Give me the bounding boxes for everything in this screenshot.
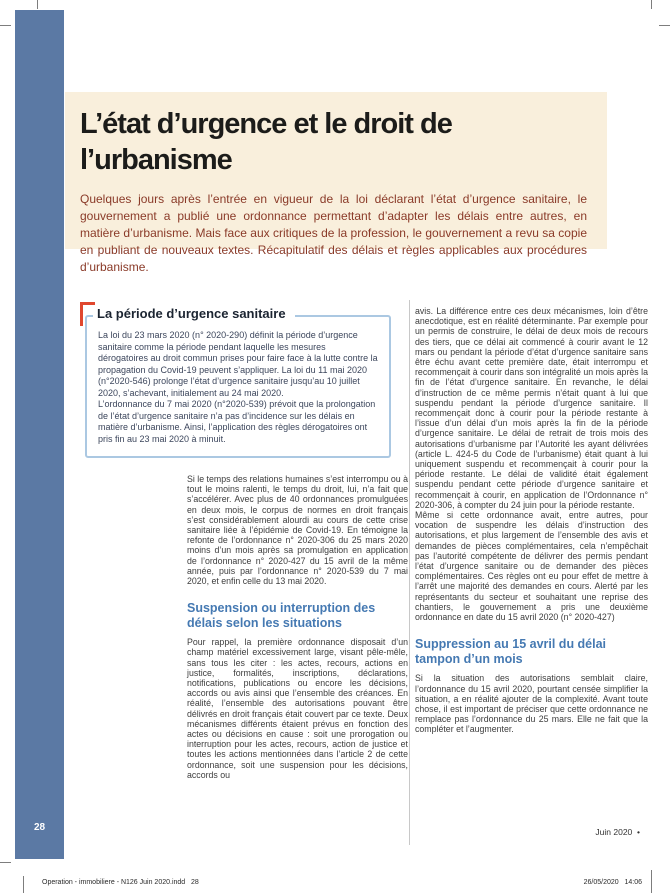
crop-mark-top-left-vertical [37, 0, 38, 9]
crop-mark-bottom-left-vertical [23, 876, 24, 893]
body-paragraph: Si la situation des autorisations semblait claire, l’ordonnance du 15 avril 2020, pourtant censée simplifier la situation, a en réalité ajouter de la complexité. Avant toute chose, il est important de préciser que cette ordonnance ne remplace pas l’ordonnance du 25 mars. Elle ne fait que la compléter et l’augmenter. [415, 673, 648, 735]
info-box-paragraph: La loi du 23 mars 2020 (n° 2020-290) définit la période d’urgence sanitaire comme la période pendant laquelle les mesures dérogatoires au droit commun prises pour faire face à la lutte contre la propagation du Covid-19 peuvent s’appliquer. La loi du 11 mai 2020 (n°2020-546) prolonge l’état d’urgence sanitaire jusqu’au 10 juillet 2020, s’achevant, initialement au 24 mai 2020. [98, 330, 378, 398]
body-paragraph: avis. La différence entre ces deux mécanismes, loin d’être anecdotique, est en réalité déterminante. Par exemple pour un permis de construire, le délai de deux mois de recours des tiers, que ce délai ait commencé à courir avant le 12 mars ou pendant la période d’état d’urgence sanitaire sans être échu avant cette première date, était interrompu et recommençait à courir dans son intégralité un mois après la fin de l’état d’urgence sanitaire. En revanche, le délai d’instruction de ce même permis n’était quant à lui que suspendu pendant la période d’urgence sanitaire. Il recommençait donc à courir pour la période restante à l’issue d’un délai d’un mois après la fin de la période d’urgence sanitaire. Le délai de retrait de trois mois des autorisations d’urbanisme par l’Autorité les ayant délivrées (article L. 424-5 du Code de l’urbanisme) était quant à lui uniquement suspendu et recommençait à courir pour la période restante. Le délai de validité était également suspendu pendant cette période d’urgence sanitaire et recommençait à courir, en application de l’Ordonnance n° 2020-306, à compter du 24 juin pour la période restante. [415, 306, 648, 510]
article-intro: Quelques jours après l’entrée en vigueur de la loi déclarant l’état d’urgence sanitaire, le gouvernement a publié une ordonnance permettant d’adapter les délais entre autres, en matière d’urbanisme. Mais face aux critiques de la profession, le gouvernement a revu sa copie en publiant de nouveaux textes. Récapitulatif des délais et règles applicables aux procédures d’urbanisme. [80, 192, 587, 274]
column-divider [409, 300, 410, 845]
section-subheading: Suspension ou interruption des délais selon les situations [187, 601, 376, 631]
crop-mark-top-left-horizontal [0, 25, 11, 26]
issue-date: Juin 2020 • [595, 827, 640, 837]
imprint-filename: Operation - immobiliere - N126 Juin 2020.indd 28 [42, 879, 199, 886]
section-subheading: Suppression au 15 avril du délai tampon d’un mois [415, 637, 607, 667]
body-paragraph: Même si cette ordonnance avait, entre autres, pour vocation de suspendre les délais d’instruction des autorisations, et plus largement de l’ensemble des avis et demandes de pièces complémentaires, cela n’empêchait pas l’autorité compétente de délivrer des permis pendant l’état d’urgence sanitaire ou de demander des pièces complémentaires. Ces règles ont eu pour effet de mettre à l’arrêt une majorité des demandes en cours. Alerté par les représentants du secteur et souhaitant une reprise des chantiers, le gouvernement a pris une deuxième ordonnance en date du 15 avril 2020 (n° 2020-427) [415, 510, 648, 623]
imprint-timestamp: 26/05/2020 14:06 [583, 879, 642, 886]
title-banner [65, 92, 607, 274]
left-column [187, 474, 408, 780]
page-number: 28 [33, 822, 46, 833]
body-paragraph: Pour rappel, la première ordonnance disposait d’un champ matériel excessivement large, visant pêle-mêle, sans tous les citer : les actes, recours, actions en justice, formalités, inscriptions, déclarations, notifications, publications ou encore les décisions, accords ou avis ainsi que l’ensemble des créances. En réalité, l’ensemble des autorisations pouvant être délivrés en droit français était couvert par ce texte. Deux mécanismes différents étaient prévus en fonction des actes ou décisions en cause : soit une prorogation ou interruption pour les actes, recours, action de justice et toutes les actions mentionnées dans l’article 2 de cette ordonnance, soit une suspension pour les décisions, accords ou [187, 637, 408, 780]
crop-mark-bottom-right-vertical [651, 870, 652, 893]
crop-mark-bottom-left-horizontal [0, 862, 11, 863]
info-box-heading: La période d’urgence sanitaire [93, 306, 295, 321]
info-box-paragraph: L’ordonnance du 7 mai 2020 (n°2020-539) prévoit que la prolongation de l’état d’urgence sanitaire n’a pas d’incidence sur les délais en matière d’urbanisme. Ainsi, l’application des règles dérogatoires ont pris fin au 23 mai 2020 à minuit. [98, 399, 376, 444]
left-accent-bar [15, 10, 64, 859]
crop-mark-top-right-vertical [651, 0, 652, 9]
info-box [85, 306, 391, 458]
article-title: L’état d’urgence et le droit de l’urbanisme [80, 108, 452, 176]
right-column [415, 306, 648, 735]
body-paragraph: Si le temps des relations humaines s’est interrompu ou à tout le moins ralenti, le temps du droit, lui, n’a fait que s’accélérer. Avec plus de 40 ordonnances promulguées en deux mois, le corpus de normes en droit français s’est considérablement alourdi au cours de cette crise sanitaire liée à l’épidémie de Covid-19. En témoigne la refonte de l’ordonnance n° 2020-306 du 25 mars 2020 moins d’un mois après sa promulgation en application de l’ordonnance n° 2020-427 du 15 avril de la même année, puis par l’ordonnance n° 2020-539 du 7 mai 2020, et enfin celle du 13 mai 2020. [187, 474, 409, 587]
crop-mark-top-right-horizontal [659, 25, 670, 26]
